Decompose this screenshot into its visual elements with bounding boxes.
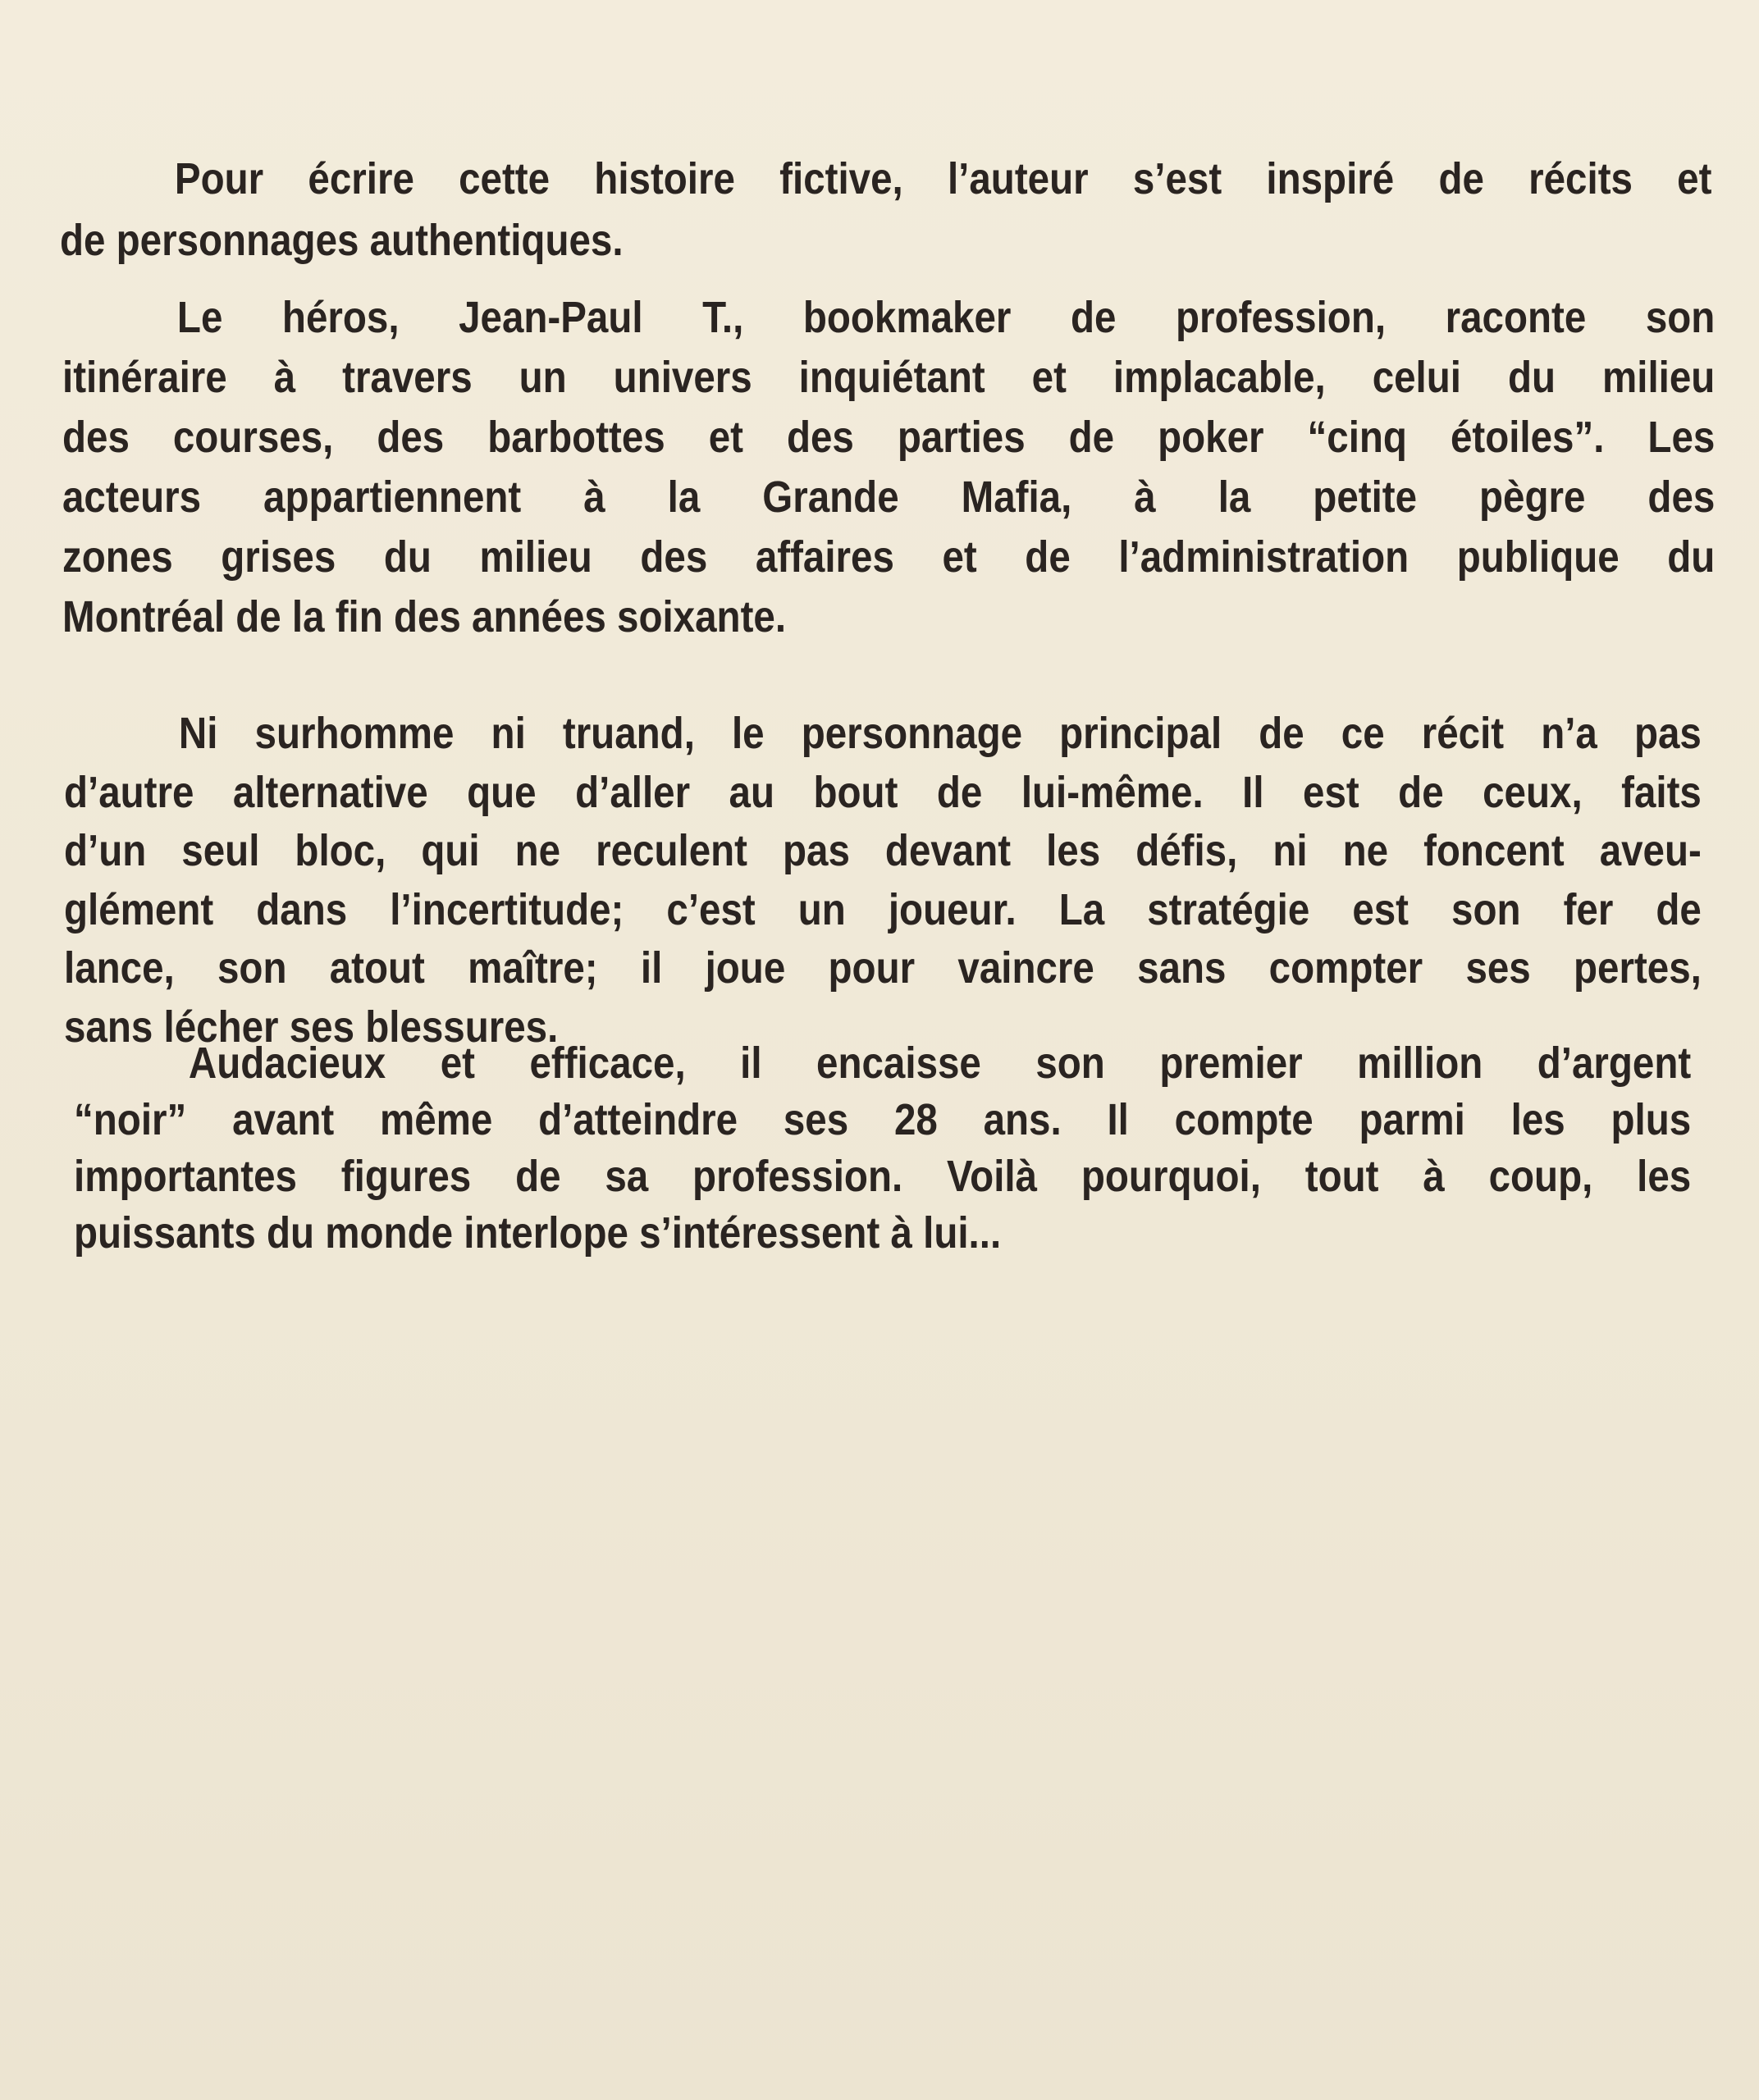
text-line: Audacieux et efficace, il encaisse son premier million d’argent: [188, 1039, 1692, 1088]
paragraph-2: [62, 288, 1715, 647]
paragraph-1: [60, 148, 1711, 272]
text-line: d’autre alternative que d’aller au bout de lui-même. Il est de ceux, faits: [64, 767, 1702, 817]
text-line: Montréal de la fin des années soixante.: [62, 592, 787, 641]
text-line: glément dans l’incertitude; c’est un joueur. La stratégie est son fer de: [64, 884, 1702, 934]
text-line: lance, son atout maître; il joue pour vaincre sans compter ses pertes,: [64, 943, 1702, 993]
paragraph-4: [74, 1035, 1691, 1262]
text-line: acteurs appartiennent à la Grande Mafia, à la petite pègre des: [62, 472, 1716, 522]
paragraph-3: [64, 705, 1702, 1057]
text-line: itinéraire à travers un univers inquiétant et implacable, celui du milieu: [62, 353, 1716, 402]
text-line: “noir” avant même d’atteindre ses 28 ans. Il compte parmi les plus: [74, 1095, 1692, 1144]
text-line: de personnages authentiques.: [60, 216, 624, 265]
text-line: zones grises du milieu des affaires et de l’administration publique du: [62, 532, 1716, 582]
text-line: puissants du monde interlope s’intéressent à lui...: [74, 1208, 1002, 1258]
text-line: Ni surhomme ni truand, le personnage principal de ce récit n’a pas: [178, 709, 1702, 758]
text-line: importantes figures de sa profession. Voilà pourquoi, tout à coup, les: [74, 1152, 1692, 1201]
text-line: Le héros, Jean-Paul T., bookmaker de profession, raconte son: [176, 293, 1716, 342]
text-line: des courses, des barbottes et des parties de poker “cinq étoiles”. Les: [62, 413, 1716, 462]
text-line: d’un seul bloc, qui ne reculent pas devant les défis, ni ne foncent aveu-: [64, 826, 1702, 875]
text-line: sans lécher ses blessures.: [64, 1002, 559, 1052]
text-line: Pour écrire cette histoire fictive, l’auteur s’est inspiré de récits et: [174, 154, 1712, 203]
